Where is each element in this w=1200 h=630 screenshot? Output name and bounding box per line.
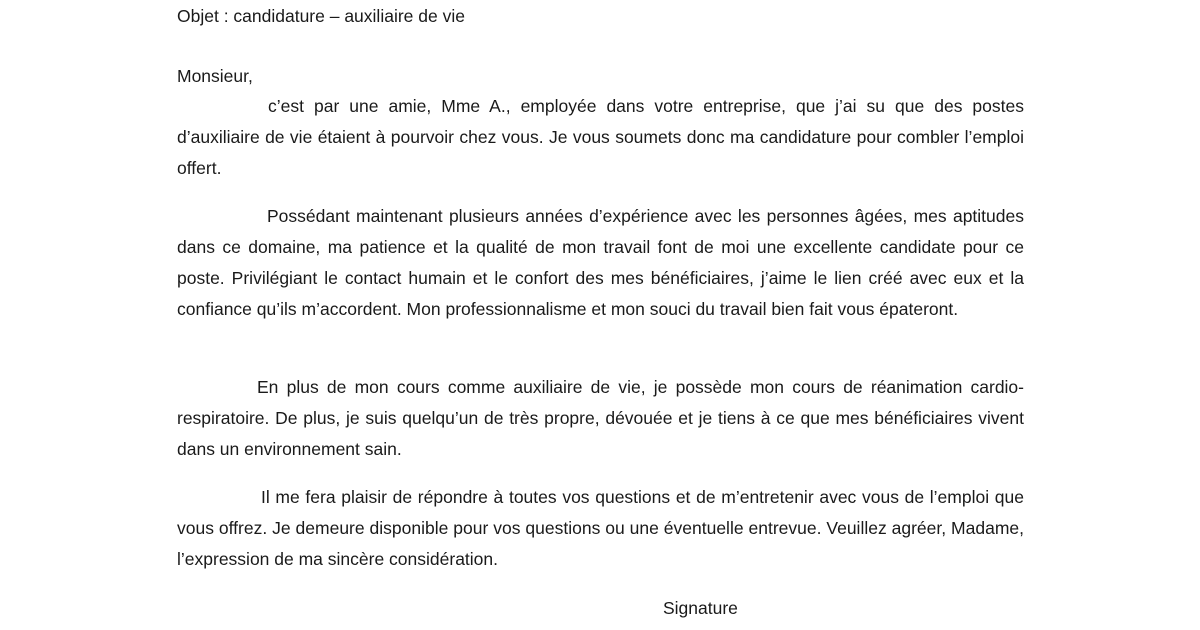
letter-subject: Objet : candidature – auxiliaire de vie — [177, 6, 465, 26]
letter-salutation: Monsieur, — [177, 66, 253, 86]
letter-paragraph-4: Il me fera plaisir de répondre à toutes vos questions et de m’entretenir avec vous de l’emploi que vous offrez. Je demeure disponible pour vos questions ou une éventuelle entrevue. Veuillez agréer, Madame, l’expression de ma sincère considération. — [177, 487, 1024, 569]
letter-paragraph-1: c’est par une amie, Mme A., employée dans votre entreprise, que j’ai su que des postes d’auxiliaire de vie étaient à pourvoir chez vous. Je vous soumets donc ma candidature pour combler l’emploi offert. — [177, 96, 1024, 178]
letter-signature: Signature — [663, 598, 738, 618]
letter-paragraph-2: Possédant maintenant plusieurs années d’expérience avec les personnes âgées, mes aptitudes dans ce domaine, ma patience et la qualité de mon travail font de moi une excellente candidate pour ce poste. Privilégiant le contact humain et le confort des mes bénéficiaires, j’aime le lien créé avec eux et la confiance qu’ils m’accordent. Mon professionnalisme et mon souci du travail bien fait vous épateront. — [177, 206, 1024, 319]
letter-paragraph-3: En plus de mon cours comme auxiliaire de vie, je possède mon cours de réanimation cardio-respiratoire. De plus, je suis quelqu’un de très propre, dévouée et je tiens à ce que mes bénéficiaires vivent dans un environnement sain. — [177, 377, 1024, 459]
